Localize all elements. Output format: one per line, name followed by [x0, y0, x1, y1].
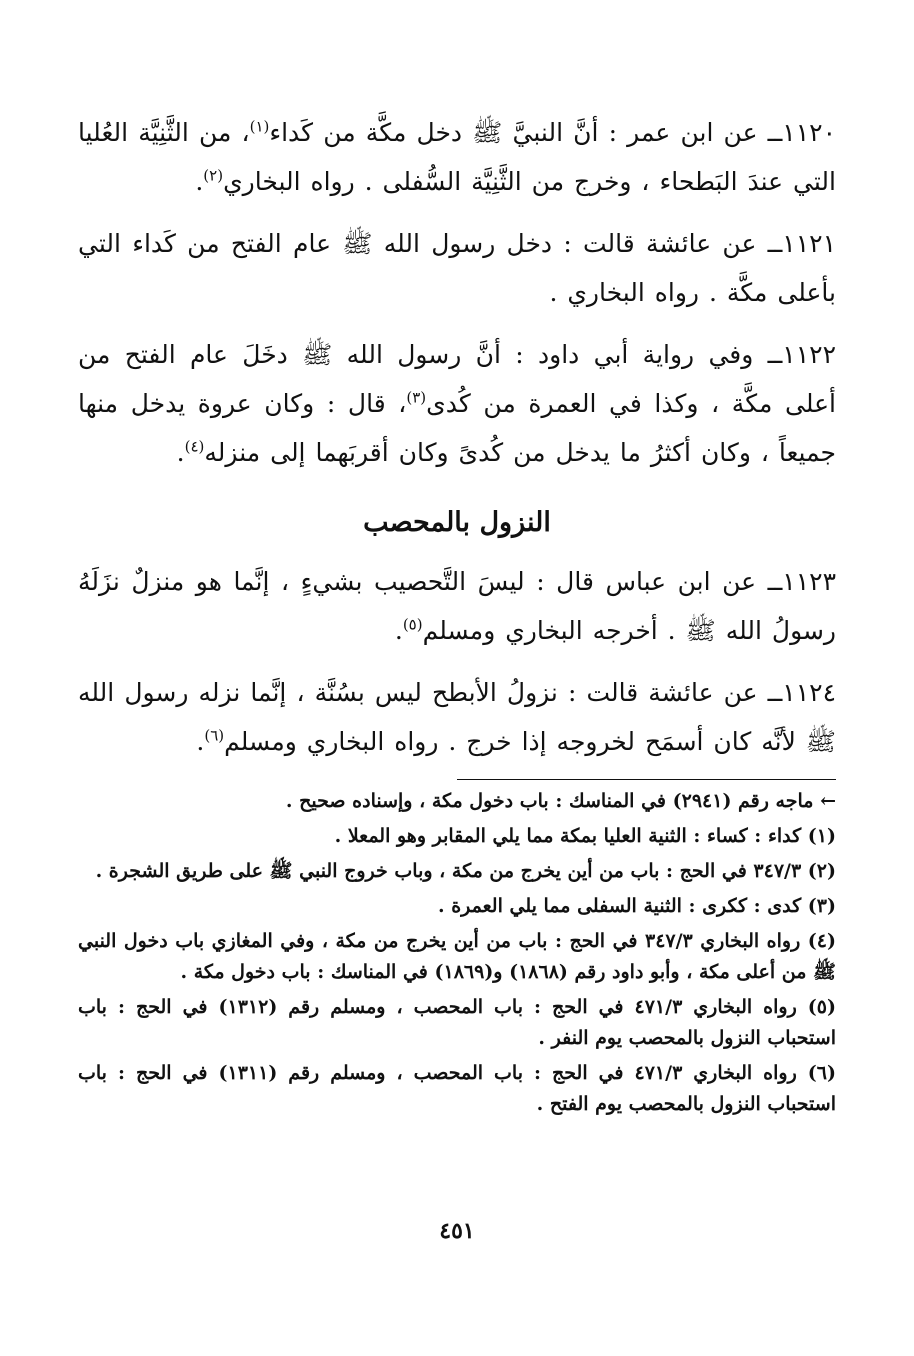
hadith-1120-end: .	[195, 167, 204, 196]
hadith-1123-end: .	[394, 616, 403, 645]
hadith-1120-text: ١١٢٠ــ عن ابن عمر : أنَّ النبيَّ ﷺ دخل مكَّة من كَداء	[269, 118, 836, 147]
hadith-1124-end: .	[196, 727, 205, 756]
footnote-4: (٤) رواه البخاري ٣٤٧/٣ في الحج : باب من أين يخرج من مكة ، وفي المغازي باب دخول النبي ﷺ من أعلى مكة ، وأبو داود رقم (١٨٦٨) و(١٨٦٩) في المناسك : باب دخول مكة .	[78, 930, 836, 983]
hadith-1122-text: ١١٢٢ــ وفي رواية أبي داود : أنَّ رسول الله ﷺ دخَلَ عام الفتح من أعلى مكَّة ، وكذا في العمرة من كُدى	[78, 340, 837, 418]
footnote-ref-5: (٥)	[402, 615, 423, 634]
hadith-1123-text: ١١٢٣ــ عن ابن عباس قال : ليسَ التَّحصيب بشيءٍ ، إنَّما هو منزلٌ نزَلَهُ رسولُ الله ﷺ . أخرجه البخاري ومسلم	[78, 567, 836, 645]
footnote-ref-2: (٢)	[203, 166, 224, 185]
footnote-ref-4: (٤)	[184, 437, 205, 456]
hadith-1122	[78, 330, 836, 477]
hadith-1122-end: .	[176, 438, 185, 467]
footnote-5: (٥) رواه البخاري ٤٧١/٣ في الحج : باب المحصب ، ومسلم رقم (١٣١٢) في الحج : باب استحباب النزول بالمحصب يوم النفر .	[78, 996, 836, 1049]
footnote-ref-6: (٦)	[204, 726, 225, 745]
footnote-2: (٢) ٣٤٧/٣ في الحج : باب من أين يخرج من مكة ، وباب خروج النبي ﷺ على طريق الشجرة .	[95, 860, 836, 882]
hadith-1122-text-cont: ، قال : وكان عروة يدخل منها جميعاً ، وكان أكثرُ ما يدخل من كُدىً وكان أقربَهما إلى منزله	[78, 389, 836, 467]
hadith-1121	[78, 219, 836, 317]
footnote-3: (٣) كدى : ككرى : الثنية السفلى مما يلي العمرة .	[437, 895, 836, 917]
footnotes	[78, 786, 836, 1120]
footnote-ref-1: (١)	[249, 117, 270, 136]
footnote-continuation: ← ماجه رقم (٢٩٤١) في المناسك : باب دخول مكة ، وإسناده صحيح .	[285, 790, 836, 812]
hadith-1121-text: ١١٢١ــ عن عائشة قالت : دخل رسول الله ﷺ عام الفتح من كَداء التي بأعلى مكَّة . رواه البخاري .	[78, 229, 836, 307]
page-number: ٤٥١	[439, 1218, 475, 1244]
hadith-1120	[78, 108, 836, 206]
footnote-6: (٦) رواه البخاري ٤٧١/٣ في الحج : باب المحصب ، ومسلم رقم (١٣١١) في الحج : باب استحباب النزول بالمحصب يوم الفتح .	[78, 1062, 836, 1115]
section-heading: النزول بالمحصب	[363, 507, 551, 538]
footnote-1: (١) كداء : كساء : الثنية العليا بمكة مما يلي المقابر وهو المعلا .	[334, 825, 836, 847]
hadith-1124-text: ١١٢٤ــ عن عائشة قالت : نزولُ الأبطح ليس بسُنَّة ، إنَّما نزله رسول الله ﷺ لأنَّه كان أسمَح لخروجه إذا خرج . رواه البخاري ومسلم	[78, 678, 836, 756]
hadith-1123	[78, 557, 836, 655]
footnote-separator	[457, 779, 836, 780]
footnote-ref-3: (٣)	[406, 388, 427, 407]
hadith-1120-text-cont: ، من الثَّنِيَّة العُليا التي عندَ البَطحاء ، وخرج من الثَّنِيَّة السُّفلى . رواه البخاري	[78, 118, 836, 196]
hadith-1124	[78, 668, 836, 766]
